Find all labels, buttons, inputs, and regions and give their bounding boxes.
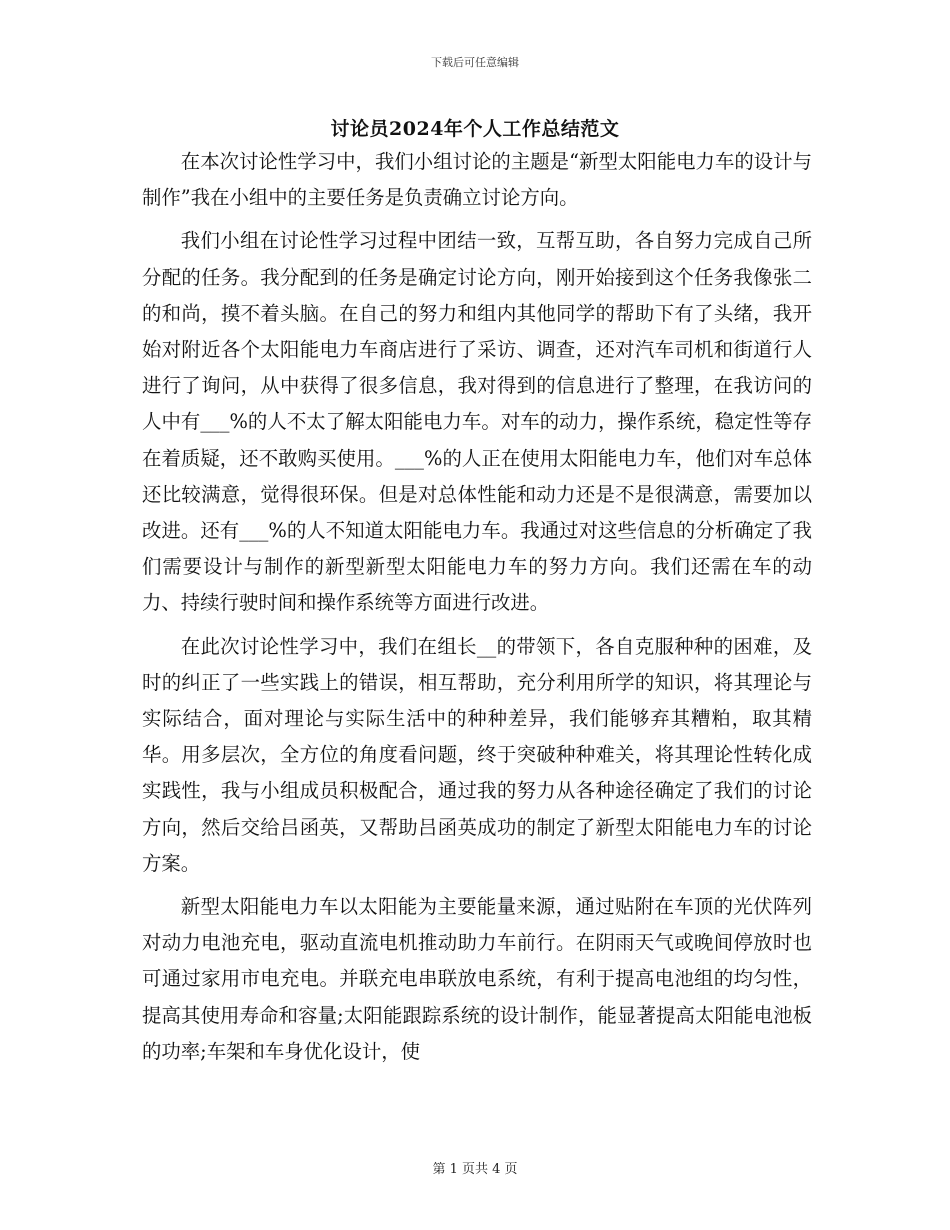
paragraph: 在本次讨论性学习中，我们小组讨论的主题是“新型太阳能电力车的设计与制作”我在小组中的主要任务是负责确立讨论方向。 [142, 150, 812, 210]
paragraph: 在此次讨论性学习中，我们在组长__的带领下，各自克服种种的困难，及时的纠正了一些实践上的错误，相互帮助，充分利用所学的知识，将其理论与实际结合，面对理论与实际生活中的种种差异，我们能够弃其糟粕，取其精华。用多层次，全方位的角度看问题，终于突破种种难关，将其理论性转化成实践性，我与小组成员积极配合，通过我的努力从各种途径确定了我们的讨论方向，然后交给吕函英，又帮助吕函英成功的制定了新型太阳能电力车的讨论方案。 [142, 634, 812, 875]
document-body [142, 144, 812, 1070]
paragraph: 我们小组在讨论性学习过程中团结一致，互帮互助，各自努力完成自己所分配的任务。我分配到的任务是确定讨论方向，刚开始接到这个任务我像张二的和尚，摸不着头脑。在自己的努力和组内其他同学的帮助下有了头绪，我开始对附近各个太阳能电力车商店进行了采访、调查，还对汽车司机和街道行人进行了询问，从中获得了很多信息，我对得到的信息进行了整理，在我访问的人中有___%的人不太了解太阳能电力车。对车的动力，操作系统，稳定性等存在着质疑，还不敢购买使用。___%的人正在使用太阳能电力车，他们对车总体还比较满意，觉得很环保。但是对总体性能和动力还是不是很满意，需要加以改进。还有___%的人不知道太阳能电力车。我通过对这些信息的分析确定了我们需要设计与制作的新型新型太阳能电力车的努力方向。我们还需在车的动力、持续行驶时间和操作系统等方面进行改进。 [142, 229, 812, 615]
page-header: 下载后可任意编辑 [431, 56, 519, 69]
page-footer: 第 1 页共 4 页 [432, 1162, 518, 1177]
document-title: 讨论员2024年个人工作总结范文 [330, 118, 620, 140]
paragraph: 新型太阳能电力车以太阳能为主要能量来源，通过贴附在车顶的光伏阵列对动力电池充电，驱动直流电机推动助力车前行。在阴雨天气或晚间停放时也可通过家用市电充电。并联充电串联放电系统，有利于提高电池组的均匀性，提高其使用寿命和容量;太阳能跟踪系统的设计制作，能显著提高太阳能电池板的功率;车架和车身优化设计，使 [142, 895, 812, 1063]
